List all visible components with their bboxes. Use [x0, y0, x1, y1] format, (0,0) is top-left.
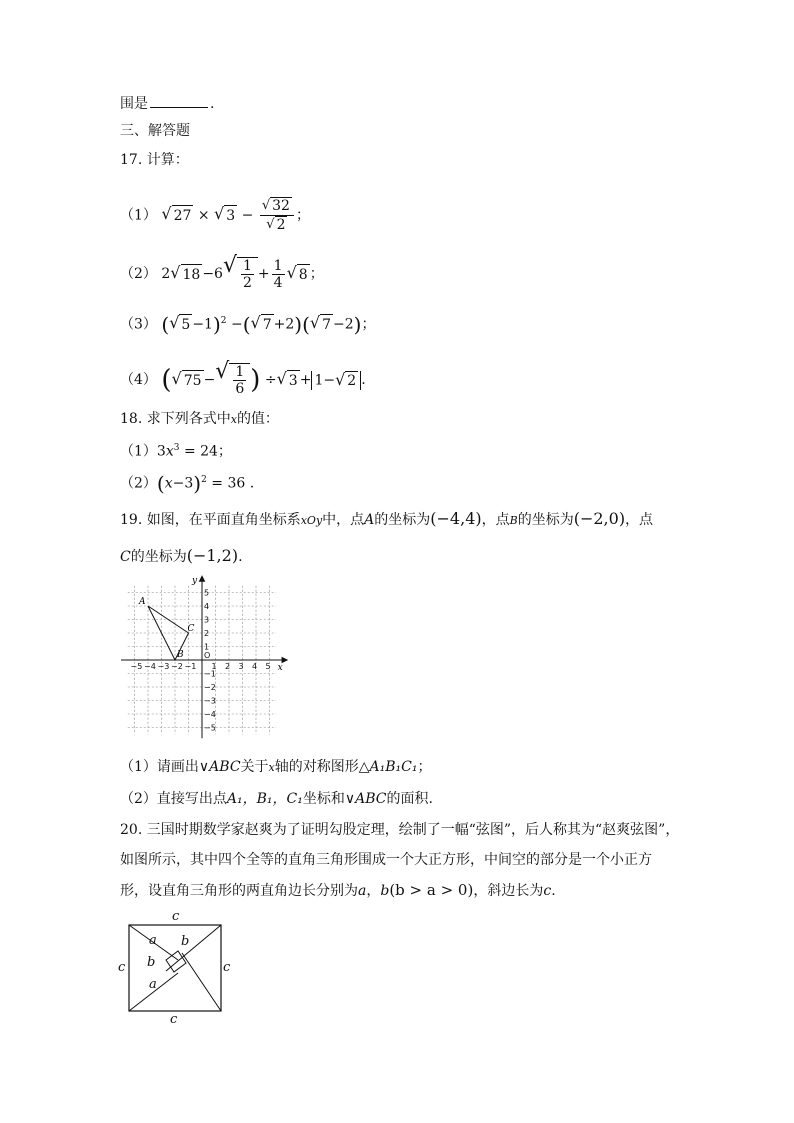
x-tick-label: 5: [265, 662, 271, 671]
y-tick-label: −4: [204, 710, 216, 719]
label-b-upper: b: [181, 934, 190, 949]
x-tick-label: −4: [144, 662, 156, 671]
label-b-left: b: [147, 955, 156, 970]
y-tick-label: 1: [204, 642, 210, 652]
x-tick-label: −1: [184, 662, 197, 671]
q19-part1: （1）请画出∨ABC关于x轴的对称图形△A₁B₁C₁；: [120, 759, 432, 775]
point-c-label: C: [187, 624, 195, 634]
prev-question-tail: [120, 94, 214, 114]
q19-line1: 19. 如图，在平面直角坐标系xOy中，点A的坐标为(−4,4)，点B的坐标为(−2,0)，点: [120, 509, 654, 528]
x-axis-arrow: [282, 658, 287, 663]
x-tick-label: −2: [171, 662, 183, 671]
outer-square: [129, 925, 221, 1011]
q18-part1: $(1)3x^3 = 24$；: [120, 443, 232, 460]
y-tick-label: 2: [204, 629, 210, 638]
y-tick-label: 3: [204, 615, 210, 625]
q20-line2: 如图所示，其中四个全等的直角三角形围成一个大正方形，中间空的部分是一个小正方: [120, 852, 652, 868]
label-a-lower: a: [149, 977, 157, 992]
x-tick-label: O: [204, 651, 211, 660]
y-tick-label: 5: [204, 588, 210, 598]
x-tick-label: −5: [130, 662, 143, 671]
fraction: $\frac{1}{4}$: [273, 257, 283, 291]
q17-part3: （3） ( √ 5 −1)$^2$ −( √ 7 +2)( √ 7 −2)；: [120, 312, 376, 337]
y-axis-arrow: [200, 576, 205, 581]
answer-blank: [150, 95, 208, 108]
zhao-shuang-diagram: [115, 905, 240, 1025]
q17-part4: （4） ( √ 75 − √ $\frac{1}{6}$ ) ÷ √ 3 + 1− √ 2 .: [120, 359, 366, 397]
x-tick-label: 4: [252, 662, 258, 671]
sqrt: √ 3: [214, 204, 236, 224]
sqrt: √ $\frac{1}{2}$: [223, 257, 258, 291]
y-axis-label: y: [192, 576, 198, 587]
q17-part1-label: （1）: [120, 207, 157, 224]
x-tick-label: −3: [157, 662, 170, 671]
point-b-label: B: [177, 650, 184, 660]
x-tick-label: 2: [225, 662, 231, 671]
q20-line1: 20. 三国时期数学家赵爽为了证明勾股定理，绘制了一幅“弦图”，后人称其为“赵爽弦图”，: [120, 822, 680, 838]
q17-part4-label: （4）: [120, 372, 157, 388]
label-right-c: c: [223, 960, 231, 975]
section-heading: 三、解答题: [120, 123, 190, 139]
label-left-c: c: [118, 960, 126, 975]
fraction: √ 32 √ 2: [260, 197, 294, 234]
y-tick-label: −1: [204, 669, 216, 679]
q17-part3-label: （3）: [120, 316, 157, 333]
q17-part2: （2） 2 √ 18 −6 √ $\frac{1}{2}$ + $\frac{1}{4}$ √ 8 ；: [120, 253, 324, 291]
q19-line2: C的坐标为(−1,2).: [120, 546, 243, 565]
q19-part2: （2）直接写出点A₁，B₁，C₁坐标和∨ABC的面积.: [120, 791, 433, 807]
y-tick-label: −3: [204, 696, 216, 706]
q18-heading: 18. 求下列各式中x的值：: [120, 411, 279, 427]
label-bottom-c: c: [170, 1012, 178, 1025]
prev-question-end: .: [210, 96, 215, 112]
label-top-c: c: [172, 909, 180, 924]
inner-triangles: [129, 925, 221, 1011]
y-tick-label: 4: [204, 602, 210, 611]
q17-heading: 17. 计算：: [120, 152, 189, 168]
y-tick-label: −5: [204, 723, 216, 733]
x-tick-label: 1: [211, 662, 217, 671]
q20-line3: 形，设直角三角形的两直角边长分别为a，b(b > a > 0)，斜边长为c.: [120, 881, 556, 899]
coordinate-grid-figure: [115, 575, 290, 745]
q17-part2-label: （2）: [120, 266, 157, 282]
x-tick-label: 3: [238, 662, 244, 671]
sqrt: √ 8: [286, 262, 308, 283]
point-a-label: A: [139, 597, 146, 607]
y-tick-label: −2: [204, 683, 216, 692]
sqrt: √ 18: [170, 262, 201, 283]
prev-question-text: 围是: [120, 96, 148, 112]
label-a-upper: a: [149, 933, 157, 948]
x-axis-label: x: [277, 663, 283, 673]
sqrt: √ 27: [161, 204, 192, 224]
q17-part1: （1） √ 27 × √ 3 − √ 32 √ 2 ；: [120, 198, 310, 233]
q18-part2: $(2)(x-3)^2 = 36$ .: [120, 471, 255, 496]
